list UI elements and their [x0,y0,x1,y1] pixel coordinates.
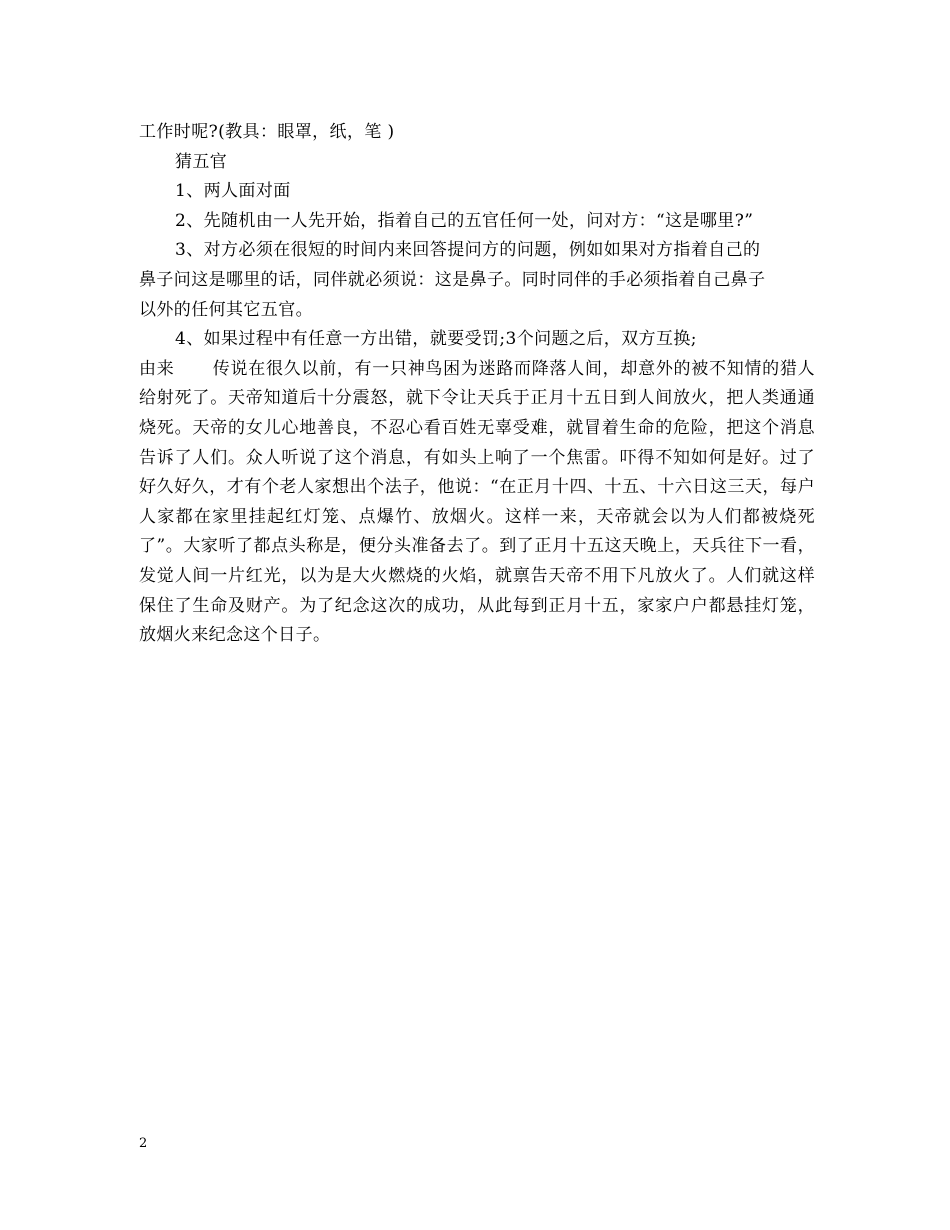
rule-3-line-1: 3、对方必须在很短的时间内来回答提问方的问题，例如如果对方指着自己的 [175,240,761,261]
rule-1: 1、两人面对面 [175,181,291,202]
game-title: 猜五官 [175,151,228,172]
rule-4: 4、如果过程中有任意一方出错，就要受罚;3个问题之后，双方互换; [175,329,697,350]
rule-3-line-2: 鼻子问这是哪里的话，同伴就必须说：这是鼻子。同时同伴的手必须指着自己鼻子 [139,269,766,290]
rule-3-line-3: 以外的任何其它五官。 [139,299,313,320]
page-number: 2 [139,1136,148,1151]
rule-2: 2、先随机由一人先开始，指着自己的五官任何一处，问对方：“这是哪里?” [175,210,754,231]
line-materials: 工作时呢?(教具：眼罩，纸，笔 ) [139,122,395,142]
story-heading: 由来 [139,358,175,379]
document-body [139,118,815,651]
story-paragraph [139,355,815,651]
story-text: 传说在很久以前，有一只神鸟困为迷路而降落人间，却意外的被不知情的猎人给射死了。天帝知道后十分震怒，就下令让天兵于正月十五日到人间放火，把人类通通烧死。天帝的女儿心地善良，不忍心看百姓无辜受难，就冒着生命的危险，把这个消息告诉了人们。众人听说了这个消息，有如头上响了一个焦雷。吓得不知如何是好。过了好久好久，才有个老人家想出个法子，他说：“在正月十四、十五、十六日这三天，每户人家都在家里挂起红灯笼、点爆竹、放烟火。这样一来，天帝就会以为人们都被烧死了”。大家听了都点头称是，便分头准备去了。到了正月十五这天晚上，天兵往下一看，发觉人间一片红光，以为是大火燃烧的火焰，就禀告天帝不用下凡放火了。人们就这样保住了生命及财产。为了纪念这次的成功，从此每到正月十五，家家户户都悬挂灯笼，放烟火来纪念这个日子。 [139,358,815,646]
